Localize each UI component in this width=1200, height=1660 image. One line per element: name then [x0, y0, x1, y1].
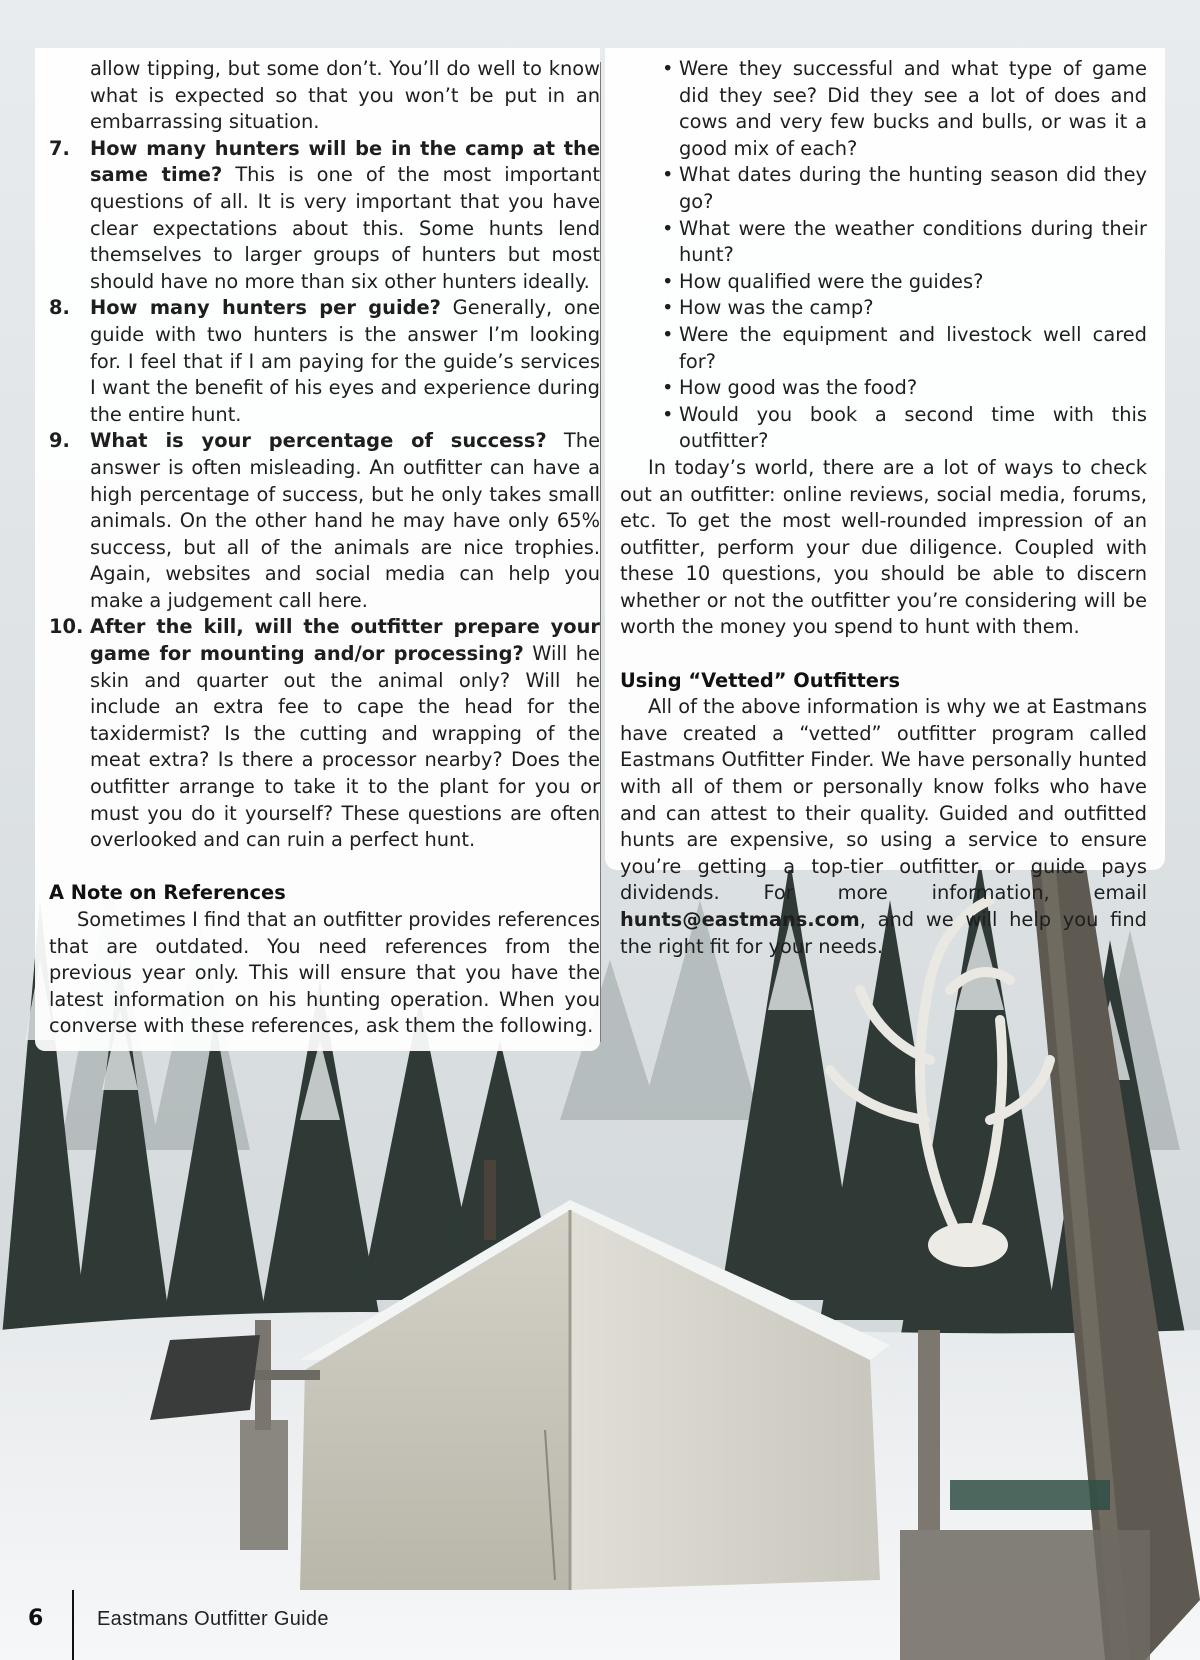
bullet-icon: • — [662, 376, 674, 400]
page-number: 6 — [28, 1606, 44, 1631]
question-number: 7. — [49, 136, 70, 160]
question-body: This is one of the most important questions of all. It is very important that you have clear expectations about this. Some hunts lend themselves to larger groups of hunters but most should have no more than six other hunters ideally. — [90, 163, 600, 293]
bullet-icon: • — [662, 296, 674, 320]
question-6-continuation: allow tipping, but some don’t. You’ll do well to know what is expected so that you won’t be put in an embarrassing situation. — [90, 57, 600, 134]
question-body: The answer is often misleading. An outfitter can have a high percentage of success, but he only takes small animals. On the other hand he may have only 65% success, but all of the animals are nice trophies. Again, websites and social media can help you make a judgement call here. — [90, 429, 600, 612]
question-lead: How many hunters per guide? — [90, 296, 441, 320]
list-item — [620, 269, 1147, 296]
vetted-text-end: , and we will help you find the right fit for your needs. — [620, 908, 1147, 958]
bullet-text: What dates during the hunting season did they go? — [679, 163, 1147, 213]
list-item — [49, 614, 600, 853]
bullet-text: Were the equipment and livestock well cared for? — [679, 322, 1147, 373]
question-lead: What is your percentage of success? — [90, 429, 547, 453]
list-item — [620, 56, 1147, 162]
bullet-text: Were they successful and what type of game did they see? Did they see a lot of does and cows and very few bucks and bulls, or was it a good mix of each? — [679, 57, 1147, 160]
references-heading: A Note on References — [49, 881, 286, 905]
bullet-icon: • — [662, 57, 674, 80]
question-body: Will he skin and quarter out the animal only? Will he include an extra fee to cape the head for the taxidermist? Is the cutting and wrapping of the meat extra? Is there a processor nearby? Does the outfitter arrange to take it to the plant for you or must you do it yourself? These questions are often overlooked and can ruin a perfect hunt. — [90, 642, 600, 852]
list-item — [49, 295, 600, 428]
question-lead: How many hunters will be in the camp at the same time? — [90, 136, 600, 187]
right-text-column — [605, 48, 1165, 958]
bullet-text: How was the camp? — [679, 296, 874, 320]
footer-divider — [72, 1590, 74, 1660]
left-text-column — [35, 48, 600, 1051]
reference-questions-list — [620, 56, 1147, 455]
vetted-outfitters-heading: Using “Vetted” Outfitters — [620, 668, 900, 692]
bullet-icon: • — [662, 163, 674, 187]
list-item — [620, 295, 1147, 322]
question-body: Generally, one guide with two hunters is the answer I’m looking for. I feel that if I am paying for the guide’s services I want the benefit of his eyes and experience during the entire hunt. — [90, 296, 600, 426]
bullet-text: What were the weather conditions during their hunt? — [679, 216, 1147, 267]
bullet-icon: • — [662, 322, 674, 346]
bullet-icon: • — [662, 269, 674, 293]
list-item — [620, 216, 1147, 269]
email-link[interactable]: hunts@eastmans.com — [620, 908, 860, 931]
bullet-text: Would you book a second time with this outfitter? — [679, 402, 1147, 453]
list-item — [620, 322, 1147, 375]
publication-title: Eastmans Outfitter Guide — [97, 1608, 329, 1630]
bullet-text: How good was the food? — [679, 376, 918, 400]
question-lead: After the kill, will the outfitter prepare your game for mounting and/or processing? — [90, 615, 600, 666]
column-divider — [600, 62, 601, 1042]
todays-world-paragraph: In today’s world, there are a lot of ways to check out an outfitter: online reviews, social media, forums, etc. To get the most well-rounded impression of an outfitter, perform your due diligence. Coupled with these 10 questions, you should be able to discern whether or not the outfitter you’re considering will be worth the money you spend to hunt with them. — [620, 455, 1147, 639]
page-footer — [0, 1590, 420, 1660]
question-number: 10. — [49, 615, 84, 639]
vetted-text: All of the above information is why we at Eastmans have created a “vetted” outfitter program called Eastmans Outfitter Finder. We have personally hunted with all of them or personally know folks who have and can attest to their quality. Guided and outfitted hunts are expensive, so using a service to ensure you’re getting a top-tier outfitter or guide pays dividends. For more information, email — [620, 695, 1147, 905]
bullet-icon: • — [662, 216, 674, 240]
list-item — [620, 375, 1147, 402]
question-number: 8. — [49, 296, 70, 320]
list-item — [49, 136, 600, 296]
vetted-outfitters-paragraph — [620, 694, 1147, 960]
list-item — [49, 428, 600, 614]
bullet-icon: • — [662, 402, 674, 426]
bullet-text: How qualified were the guides? — [679, 269, 984, 293]
list-item — [620, 162, 1147, 215]
question-list — [49, 136, 600, 854]
question-number: 9. — [49, 429, 70, 453]
list-item — [620, 402, 1147, 455]
references-paragraph: Sometimes I find that an outfitter provides references that are outdated. You need references from the previous year only. This will ensure that you have the latest information on his hunting operation. When you converse with these references, ask them the following. — [49, 908, 600, 1038]
